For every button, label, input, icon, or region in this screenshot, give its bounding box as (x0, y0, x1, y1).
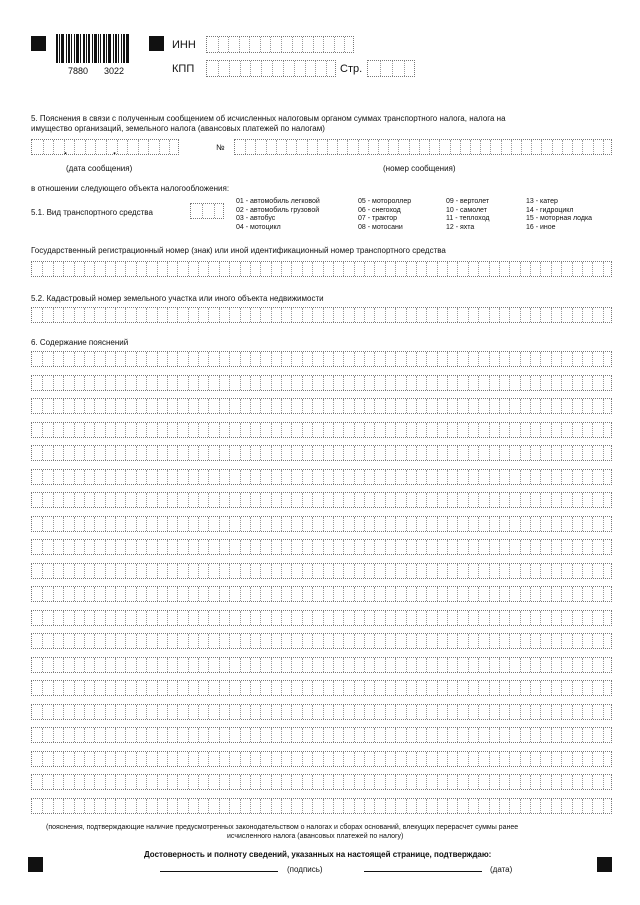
explanation-row[interactable] (31, 657, 612, 673)
kpp-cells[interactable] (206, 60, 336, 77)
page-cells[interactable] (367, 60, 415, 77)
message-number-cells[interactable] (234, 139, 612, 155)
number-sign: № (216, 143, 225, 152)
vehicle-codes-col1: 01 - автомобиль легковой 02 - автомобиль грузовой 03 - автобус 04 - мотоцикл (236, 198, 320, 231)
explanations-label: 6. Содержание пояснений (31, 338, 129, 347)
explanation-row[interactable] (31, 422, 612, 438)
number-caption: (номер сообщения) (383, 164, 456, 173)
object-label: в отношении следующего объекта налогообложения: (31, 184, 230, 193)
section5-title-line1: 5. Пояснения в связи с полученным сообщением об исчисленных налоговым органом суммах транспортного налога, налога на (31, 114, 506, 123)
explanation-row[interactable] (31, 375, 612, 391)
explanation-row[interactable] (31, 727, 612, 743)
explanation-row[interactable] (31, 774, 612, 790)
message-date-cells[interactable] (31, 139, 179, 155)
explanation-row[interactable] (31, 751, 612, 767)
explanation-row[interactable] (31, 492, 612, 508)
explanation-row[interactable] (31, 586, 612, 602)
vehicle-codes-col2: 05 - мотороллер 06 - снегоход 07 - трактор 08 - мотосани (358, 198, 412, 231)
explanation-row[interactable] (31, 445, 612, 461)
vehicle-type-cells[interactable] (190, 203, 224, 219)
reg-number-cells[interactable] (31, 261, 612, 277)
cadastral-cells[interactable] (31, 307, 612, 323)
corner-marker-bottom-right (597, 857, 612, 872)
explanation-row[interactable] (31, 633, 612, 649)
corner-marker-top-mid (149, 36, 164, 51)
reg-number-label: Государственный регистрационный номер (знак) или иной идентификационный номер транспортного средства (31, 246, 446, 255)
inn-cells[interactable] (206, 36, 354, 53)
confirmation-text: Достоверность и полноту сведений, указанных на настоящей странице, подтверждаю: (144, 850, 492, 859)
footer-date-caption: (дата) (490, 865, 513, 874)
explanation-note-line1: (пояснения, подтверждающие наличие предусмотренных законодательством о налогах и сборах оснований, влекущих перерасчет суммы ранее (46, 824, 519, 831)
explanation-row[interactable] (31, 469, 612, 485)
vehicle-type-label: 5.1. Вид транспортного средства (31, 208, 153, 217)
cadastral-label: 5.2. Кадастровый номер земельного участка или иного объекта недвижимости (31, 294, 324, 303)
explanation-row[interactable] (31, 563, 612, 579)
inn-label: ИНН (172, 39, 196, 51)
vehicle-codes-col4: 13 - катер 14 - гидроцикл 15 - моторная лодка 16 - иное (526, 198, 593, 231)
explanation-row[interactable] (31, 798, 612, 814)
signature-line[interactable] (160, 871, 278, 872)
explanation-row[interactable] (31, 610, 612, 626)
date-separator-2: . (113, 145, 117, 157)
corner-marker-bottom-left (28, 857, 43, 872)
signature-caption: (подпись) (287, 865, 323, 874)
date-line[interactable] (364, 871, 482, 872)
explanation-row[interactable] (31, 516, 612, 532)
barcode (56, 34, 138, 63)
explanation-row[interactable] (31, 539, 612, 555)
explanation-row[interactable] (31, 704, 612, 720)
explanation-row[interactable] (31, 351, 612, 367)
kpp-label: КПП (172, 63, 195, 75)
explanation-row[interactable] (31, 398, 612, 414)
vehicle-codes-col3: 09 - вертолет 10 - самолет 11 - теплоход 12 - яхта (446, 198, 490, 231)
barcode-number-right: 3022 (104, 66, 125, 76)
section5-title-line2: имущество организаций, земельного налога (авансовых платежей по налогам) (31, 124, 325, 133)
page-label: Стр. (340, 63, 363, 75)
explanation-row[interactable] (31, 680, 612, 696)
corner-marker-top-left (31, 36, 46, 51)
date-separator-1: . (64, 145, 68, 157)
date-caption: (дата сообщения) (66, 164, 133, 173)
explanation-note-line2: исчисленного налога (авансовых платежей по налогу) (227, 833, 404, 840)
barcode-number-left: 7880 (68, 66, 89, 76)
